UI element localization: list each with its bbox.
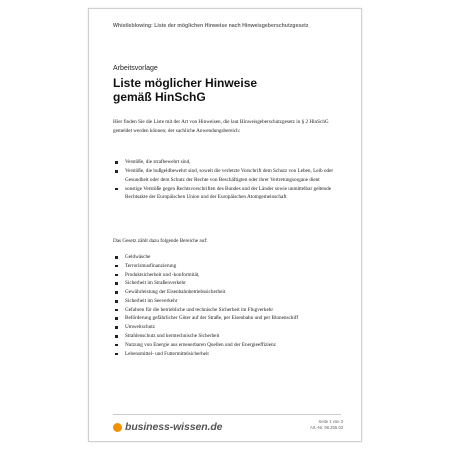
list-item: Sicherheit im Straßenverkehr bbox=[113, 279, 339, 288]
list-item: Gefahren für die betriebliche und technische Sicherheit im Flugverkehr bbox=[113, 306, 339, 315]
bullet-icon bbox=[115, 188, 118, 191]
page-info bbox=[310, 419, 343, 431]
areas-intro: Das Gesetz zählt dazu folgende Bereiche auf: bbox=[113, 238, 208, 244]
intro-paragraph: Hier finden Sie die Liste mit der Art von Hinweisen, die laut Hinweisgeberschutzgesetz in § 2 HinSchG gemeldet werden können; der sachliche Anwendungsbereich: bbox=[113, 119, 329, 134]
bullet-icon bbox=[115, 309, 118, 312]
list-item: sonstige Verstöße gegen Rechtsvorschriften des Bundes und der Länder sowie unmittelbar geltende Rechtsakte der Europäischen Union und der Europäischen Atomgemeinschaft bbox=[113, 185, 339, 202]
list-item: Strahlenschutz und kerntechnische Sicherheit bbox=[113, 332, 339, 341]
bullet-icon bbox=[115, 300, 118, 303]
brand-dot-icon bbox=[113, 423, 122, 432]
document-page bbox=[88, 8, 362, 442]
bullet-icon bbox=[115, 161, 118, 164]
bullet-icon bbox=[115, 326, 118, 329]
list-item: Terrorismusfinanzierung bbox=[113, 262, 339, 271]
list-item: Geldwäsche bbox=[113, 253, 339, 262]
bullet-icon bbox=[115, 256, 118, 259]
bullet-icon bbox=[115, 335, 118, 338]
list-item: Lebensmittel- und Futtermittelsicherheit bbox=[113, 350, 339, 359]
list-item: Umweltschutz bbox=[113, 323, 339, 332]
bullet-icon bbox=[115, 274, 118, 277]
title-line-1: Liste möglicher Hinweise bbox=[113, 76, 258, 90]
bullet-icon bbox=[115, 282, 118, 285]
scope-list bbox=[113, 158, 339, 202]
list-item: Nutzung von Energie aus erneuerbaren Quellen und der Energieeffizienz bbox=[113, 341, 339, 350]
brand-logo bbox=[113, 421, 222, 433]
bullet-icon bbox=[115, 265, 118, 268]
list-item: Beförderung gefährlicher Güter auf der Straße, per Eisenbahn und per Binnenschiff bbox=[113, 314, 339, 323]
bullet-icon bbox=[115, 170, 118, 173]
list-item: Produktsicherheit und -konformität, bbox=[113, 271, 339, 280]
bullet-icon bbox=[115, 344, 118, 347]
page-header: Whistleblowing: Liste der möglichen Hinweise nach Hinweisgeberschutzgesetz bbox=[113, 23, 309, 29]
bullet-icon bbox=[115, 317, 118, 320]
bullet-icon bbox=[115, 353, 118, 356]
page-number: Seite 1 von 3 bbox=[318, 419, 343, 424]
brand-logo-text: business-wissen.de bbox=[125, 421, 223, 433]
list-item: Verstöße, die bußgeldbewehrt sind, soweit die verletzte Vorschrift dem Schutz von Leben, Leib oder Gesundheit oder dem Schutz der Rechte von Beschäftigten oder ihrer Vertretungsorgane dient bbox=[113, 167, 339, 184]
document-kicker: Arbeitsvorlage bbox=[113, 65, 158, 72]
areas-list bbox=[113, 253, 339, 358]
title-line-2: gemäß HinSchG bbox=[113, 90, 206, 104]
footer-divider bbox=[113, 414, 341, 415]
list-item: Gewährleistung der Eisenbahnbetriebssicherheit bbox=[113, 288, 339, 297]
article-number: Art.-Nr. 96.255.03 bbox=[309, 425, 343, 430]
list-item: Sicherheit im Seeverkehr bbox=[113, 297, 339, 306]
document-title bbox=[113, 76, 257, 104]
list-item: Verstöße, die strafbewehrt sind, bbox=[113, 158, 339, 167]
bullet-icon bbox=[115, 291, 118, 294]
